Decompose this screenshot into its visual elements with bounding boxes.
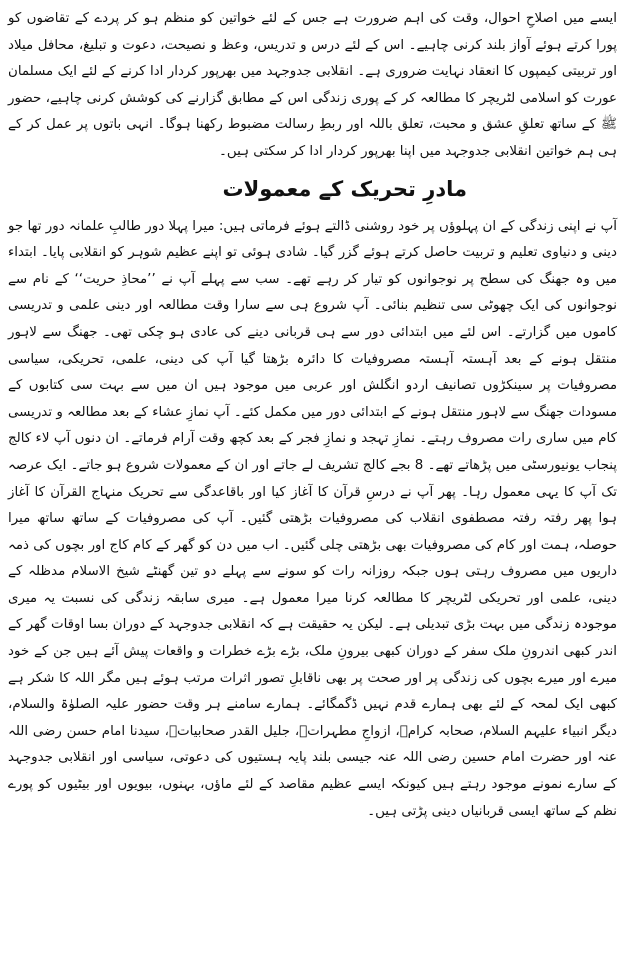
section-heading: مادرِ تحریک کے معمولات bbox=[222, 176, 467, 201]
body-paragraph: آپ نے اپنی زندگی کے ان پہلوؤں پر خود روشنی ڈالتے ہوئے فرماتی ہیں: میرا پہلا دور طالبِ علمانہ دور تھا جو دینی و دنیاوی تعلیم و تربیت حاصل کرتے ہوئے گزر گیا۔ شادی ہوئی تو اپنے عظیم شوہر کو انقلابی پایا۔ ابتداء میں وہ جھنگ کی سطح پر نوجوانوں کو تیار کر رہے تھے۔ سب سے پہلے آپ نے ’’محاذِ حریت‘‘ کے نام سے نوجوانوں کی ایک چھوٹی سی تنظیم بنائی۔ آپ شروع ہی سے سارا وقت مطالعہ اور دینی علمی و تدریسی کاموں میں گزارتے۔ اس لئے میں ابتدائی دور سے ہی قربانی دینے کی عادی ہو چکی تھی۔ جھنگ سے لاہور منتقل ہونے کے بعد آہستہ آہستہ مصروفیات کا دائرہ بڑھتا گیا آپ کی دینی، علمی، تحریکی، سیاسی مصروفیات پر سینکڑوں تصانیف اردو انگلش اور عربی میں موجود ہیں ان میں سے بہت سی کتابوں کے مسودات جھنگ سے لاہور منتقل ہونے کے ابتدائی دور میں مکمل کئے۔ آپ نمازِ عشاء کے بعد مطالعہ و تدریسی کام میں ساری رات مصروف رہتے۔ نمازِ تہجد و نمازِ فجر کے بعد کچھ وقت آرام فرماتے۔ ان دنوں آپ لاء کالج پنجاب یونیورسٹی میں پڑھاتے تھے۔ 8 بجے کالج تشریف لے جاتے اور ان کے معمولات شروع ہو جاتے۔ ایک عرصہ تک آپ کا یہی معمول رہا۔ پھر آپ نے درسِ قرآن کا آغاز کیا اور باقاعدگی سے تحریک منہاج القرآن کا آغاز ہوا پھر رفتہ رفتہ مصطفوی انقلاب کی مصروفیات بڑھتی گئیں۔ آپ کی مصروفیات کے ساتھ ساتھ میرا حوصلہ، ہمت اور کام کی مصروفیات بھی بڑھتی چلی گئیں۔ اب میں دن کو گھر کے کام کاج اور بچوں کی ذمہ داریوں میں مصروف رہتی ہوں جبکہ روزانہ رات کو سونے سے پہلے دو تین گھنٹے شیخ الاسلام مدظلہ کے دینی، علمی اور تحریکی لٹریچر کا مطالعہ کرنا میرا معمول ہے۔ میری سابقہ زندگی کی نسبت یہ میری موجودہ زندگی میں بہت بڑی تبدیلی ہے۔ لیکن یہ حقیقت ہے کہ انقلابی جدوجہد کے دوران بسا اوقات گھر کے اندر کبھی اندرونِ ملک سفر کے دوران کبھی بیرونِ ملک، بڑے بڑے خطرات و واقعات پیش آئے ہیں جن کے خود میرے اور میرے بچوں کی زندگی پر اور صحت پر بھی ناقابلِ تصور اثرات مرتب ہوئے ہیں مگر اللہ کا شکر ہے کبھی ایک لمحہ کے لئے بھی ہمارے قدم نہیں ڈگمگائے۔ ہمارے سامنے ہر وقت حضور علیہ الصلوٰۃ والسلام، دیگر انبیاء علیہم السلام، صحابہ کرامؓ، ازواجِ مطہراتؓ، جلیل القدر صحابیاتؓ، سیدنا امام حسن رضی اللہ عنہ اور حضرت امام حسین رضی اللہ عنہ جیسی بلند پایہ ہستیوں کی دعوتی، سیاسی اور انقلابی جدوجہد کے سارے نمونے موجود رہتے ہیں کیونکہ ایسے عظیم مقاصد کے لئے ماؤں، بہنوں، بیویوں اور بیٹیوں کو پورے نظم کے ساتھ ایسی قربانیاں دینی پڑتی ہیں۔ bbox=[8, 218, 617, 819]
intro-paragraph: ایسے میں اصلاحِ احوال، وقت کی اہم ضرورت ہے جس کے لئے خواتین کو منظم ہو کر پردے کے تقاضوں کو پورا کرتے ہوئے آواز بلند کرنی چاہیے۔ اس کے لئے درس و تدریس، وعظ و نصیحت، دعوت و تبلیغ، محافل میلاد اور تربیتی کیمپوں کا انعقاد نہایت ضروری ہے۔ انقلابی جدوجہد میں بھرپور کردار ادا کرنے کے لئے ایک مسلمان عورت کو اسلامی لٹریچر کا مطالعہ کر کے پوری زندگی اس کے مطابق گزارنے کی کوشش کرنی چاہیے، حضور ﷺ کے ساتھ تعلقِ عشق و محبت، تعلق باللہ اور ربطِ رسالت مضبوط رکھنا ہوگا۔ انہی باتوں پر عمل کر کے ہی ہم خواتین انقلابی جدوجہد میں اپنا بھرپور کردار ادا کر سکتی ہیں۔ bbox=[8, 11, 617, 159]
